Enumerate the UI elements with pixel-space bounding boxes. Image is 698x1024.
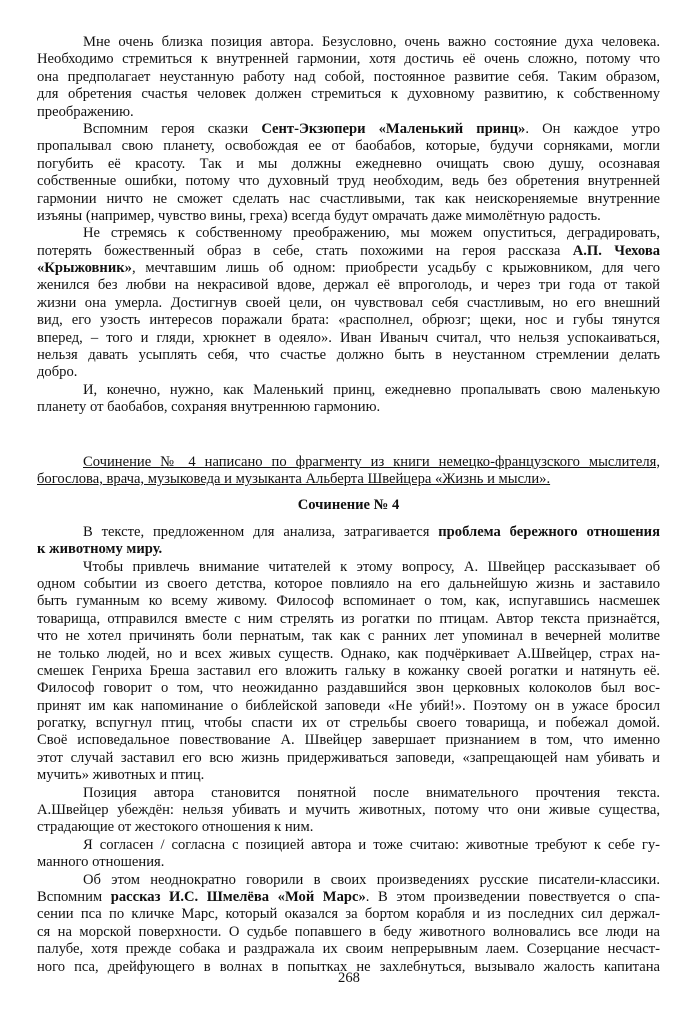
text-run: страдающие от жестокого отношения к ним.	[37, 819, 314, 836]
text-line	[37, 889, 660, 906]
text-line	[37, 208, 660, 225]
text-line	[37, 295, 660, 312]
paragraph	[37, 34, 660, 121]
text-run: нельзя давать усыплять себя, что счастье должно быть в неустанном стремлении делать	[37, 347, 660, 364]
underlined-note	[37, 454, 660, 489]
text-line	[37, 347, 660, 364]
text-line	[37, 225, 660, 242]
text-line	[37, 611, 660, 628]
text-run: В тексте, предложенном для анализа, затрагивается	[83, 523, 439, 540]
text-line	[37, 34, 660, 51]
text-run: . В этом произведении повествуется о спа-	[365, 888, 660, 905]
bold-text-run: «Крыжовник»	[37, 260, 132, 277]
paragraph	[37, 872, 660, 976]
paragraph	[37, 837, 660, 872]
text-run: палубе, хотя прежде собака и раздражала их своим непрерывным лаем. Созерцание несчаст-	[37, 941, 660, 958]
text-line	[37, 138, 660, 155]
text-line	[37, 312, 660, 329]
text-line	[37, 173, 660, 190]
text-run: она предполагает неустанную работу над собой, постоянное развитие себя. Таким образом,	[37, 68, 660, 85]
paragraph	[37, 382, 660, 417]
text-run: не только людей, но и всех живых существ. Однако, как подчёркивает А.Швейцер, страх на-	[37, 645, 660, 662]
text-line	[37, 576, 660, 593]
bold-text-run: проблема бережного отношения	[438, 523, 660, 540]
text-run: Позиция автора становится понятной после внимательного прочтения текста.	[83, 784, 660, 801]
text-run: Своё исповедальное повествование А. Швейцер завершает признанием в том, что именно	[37, 732, 660, 749]
text-line	[37, 104, 660, 121]
text-run: одном событии из своего детства, которое повлияло на его дальнейшую жизнь и заставило	[37, 575, 660, 592]
text-run: Я согласен / согласна с позицией автора и тоже считаю: животные требуют к себе гу-	[83, 836, 660, 853]
text-line	[37, 156, 660, 173]
text-line	[37, 750, 660, 767]
text-line	[37, 399, 660, 416]
text-run: этот случай заставил его всю жизнь придерживаться заповеди, «запрещающей нам убивать и	[37, 749, 660, 766]
text-line	[37, 802, 660, 819]
text-run: гармонии ничто не сможет сделать нас счастливыми, так как неискореняемые внутренние	[37, 190, 660, 207]
text-line	[37, 872, 660, 889]
text-run: манного отношения.	[37, 854, 165, 871]
text-line	[37, 51, 660, 68]
text-line	[37, 854, 660, 871]
text-run: женился без любви на некрасивой вдове, держал её впроголодь, и через три года от такой	[37, 277, 660, 294]
text-line	[37, 767, 660, 784]
text-line	[37, 924, 660, 941]
text-line	[37, 277, 660, 294]
text-line	[37, 628, 660, 645]
text-run: Вспомним героя сказки	[83, 120, 262, 137]
text-run: ного пса, дрейфующего в волнах в попытках не захлебнуться, вызывало жалость капитана	[37, 958, 660, 975]
text-line	[37, 86, 660, 103]
paragraph	[37, 121, 660, 225]
text-run: Мне очень близка позиция автора. Безусловно, очень важно состояние духа человека.	[83, 34, 660, 50]
text-run: , мечтавшим лишь об одном: приобрести усадьбу с крыжовником, для чего	[131, 260, 660, 277]
text-line	[37, 330, 660, 347]
text-line	[37, 732, 660, 749]
text-line	[37, 364, 660, 381]
text-run: Об этом неоднократно говорили в своих произведениях русские писатели-классики.	[83, 871, 660, 888]
text-line	[37, 819, 660, 836]
bold-text-run: Сент-Экзюпери «Маленький принц»	[261, 120, 526, 137]
text-line	[37, 906, 660, 923]
text-run: мучить» животных и птиц.	[37, 767, 205, 784]
text-run: быть гуманным ко всему живому. Философ вспоминает о том, как, испугавшись насмешек	[37, 593, 660, 610]
text-run: изъяны (например, чувство вины, греха) всегда будут омрачать даже мимолётную радость.	[37, 207, 601, 224]
text-line	[37, 680, 660, 697]
text-run: Сочинение № 4 написано по фрагменту из книги немецко-французского мыслителя,	[83, 453, 660, 470]
text-run: смешек Генриха Бреша заставил его вложить гальку в кожанку своей рогатки и натянуть её.	[37, 662, 660, 679]
text-line	[37, 260, 660, 277]
text-line	[37, 454, 660, 471]
text-run: Не стремясь к собственному преображению, мы можем опуститься, деградировать,	[83, 225, 660, 242]
paragraph	[37, 524, 660, 559]
text-run: собственные ошибки, потому что духовный труд необходим, ведь без обретения внутренней	[37, 173, 660, 190]
text-run: что не хотел причинять боли пернатым, так как с ранних лет упоминал в вечерней молитве	[37, 628, 660, 645]
text-run: потерять божественный образ в себе, стать похожими на героя рассказа	[37, 242, 573, 259]
text-line	[37, 715, 660, 732]
text-run: Вспомним	[37, 888, 111, 905]
page-number: 268	[338, 970, 360, 986]
text-run: преображению.	[37, 103, 134, 120]
text-run: товарища, отправился вместе с ним стрелять из рогатки по птицам. Автор текста признаётся,	[37, 610, 660, 627]
text-run: планету от баобабов, сохраняя внутреннюю гармонию.	[37, 399, 381, 416]
text-run: вид, его узость интересов поражали брата: «располнел, обрюзг; щеки, нос и губы тянутся	[37, 312, 660, 329]
bold-text-run: к животному миру.	[37, 541, 163, 558]
text-run: для обретения счастья человек должен стремиться к духовному развитию, к собственному	[37, 86, 660, 103]
document-page	[37, 34, 660, 976]
text-line	[37, 541, 660, 558]
text-line	[37, 698, 660, 715]
text-run: погубить её красоту. Так и мы должны ежедневно очищать свою душу, осознавая	[37, 155, 660, 172]
paragraph	[37, 559, 660, 785]
text-run: . Он каждое утро	[525, 120, 660, 137]
text-line	[37, 663, 660, 680]
text-line	[37, 191, 660, 208]
text-run: Философ говорит о том, что неожиданно раздавшийся звон церковных колоколов был вос-	[37, 680, 660, 697]
paragraph	[37, 225, 660, 382]
text-run: вперед, – того и гляди, хрюкнет в одеяло». Иван Иваныч считал, что нельзя успокаиваться,	[37, 329, 660, 346]
text-run: И, конечно, нужно, как Маленький принц, ежедневно пропалывать свою маленькую	[83, 381, 660, 398]
text-run: А.Швейцер убеждён: нельзя убивать и мучить животных, потому что они живые существа,	[37, 802, 660, 819]
paragraph	[37, 785, 660, 837]
bold-text-run: А.П. Чехова	[572, 242, 660, 259]
text-line	[37, 785, 660, 802]
text-line	[37, 121, 660, 138]
text-line	[37, 593, 660, 610]
text-run: сении пса по кличке Марс, который оказался за бортом корабля и из последних сил держал-	[37, 906, 660, 923]
text-line	[37, 382, 660, 399]
text-run: рогатку, вспугнул птиц, чтобы спасти их от стрельбы своего товарища, и побежал домой.	[37, 715, 660, 732]
spacer	[37, 488, 660, 497]
bold-text-run: рассказ И.С. Шмелёва «Мой Марс»	[110, 888, 366, 905]
text-run: Необходимо стремиться к внутренней гармонии, хотя достичь её очень сложно, потому что	[37, 51, 660, 68]
spacer	[37, 417, 660, 454]
text-line	[37, 471, 660, 488]
section-heading: Сочинение № 4	[297, 497, 400, 514]
text-run: Чтобы привлечь внимание читателей к этому вопросу, А. Швейцер рассказывает об	[83, 558, 660, 575]
text-run: жизни она умерла. Достигнув своей цели, он чувствовал себя счастливым, но его внешний	[37, 294, 660, 311]
text-line	[37, 837, 660, 854]
text-line	[37, 69, 660, 86]
text-line	[37, 524, 660, 541]
text-run: ся на морской поверхности. О судьбе попавшего в беду животного волновались все люди на	[37, 923, 660, 940]
text-run: принят им как напоминание о библейской заповеди «Не убий!». Поэтому он в ужасе бросил	[37, 697, 660, 714]
text-line	[37, 646, 660, 663]
text-line	[37, 243, 660, 260]
text-run: добро.	[37, 364, 78, 381]
text-line	[37, 559, 660, 576]
text-run: пропалывал свою планету, освобождая ее от баобабов, которые, будучи сорняками, могли	[37, 138, 660, 155]
spacer	[37, 515, 660, 524]
text-run: богослова, врача, музыковеда и музыканта Альберта Швейцера «Жизнь и мысли».	[37, 470, 551, 487]
text-line	[37, 941, 660, 958]
